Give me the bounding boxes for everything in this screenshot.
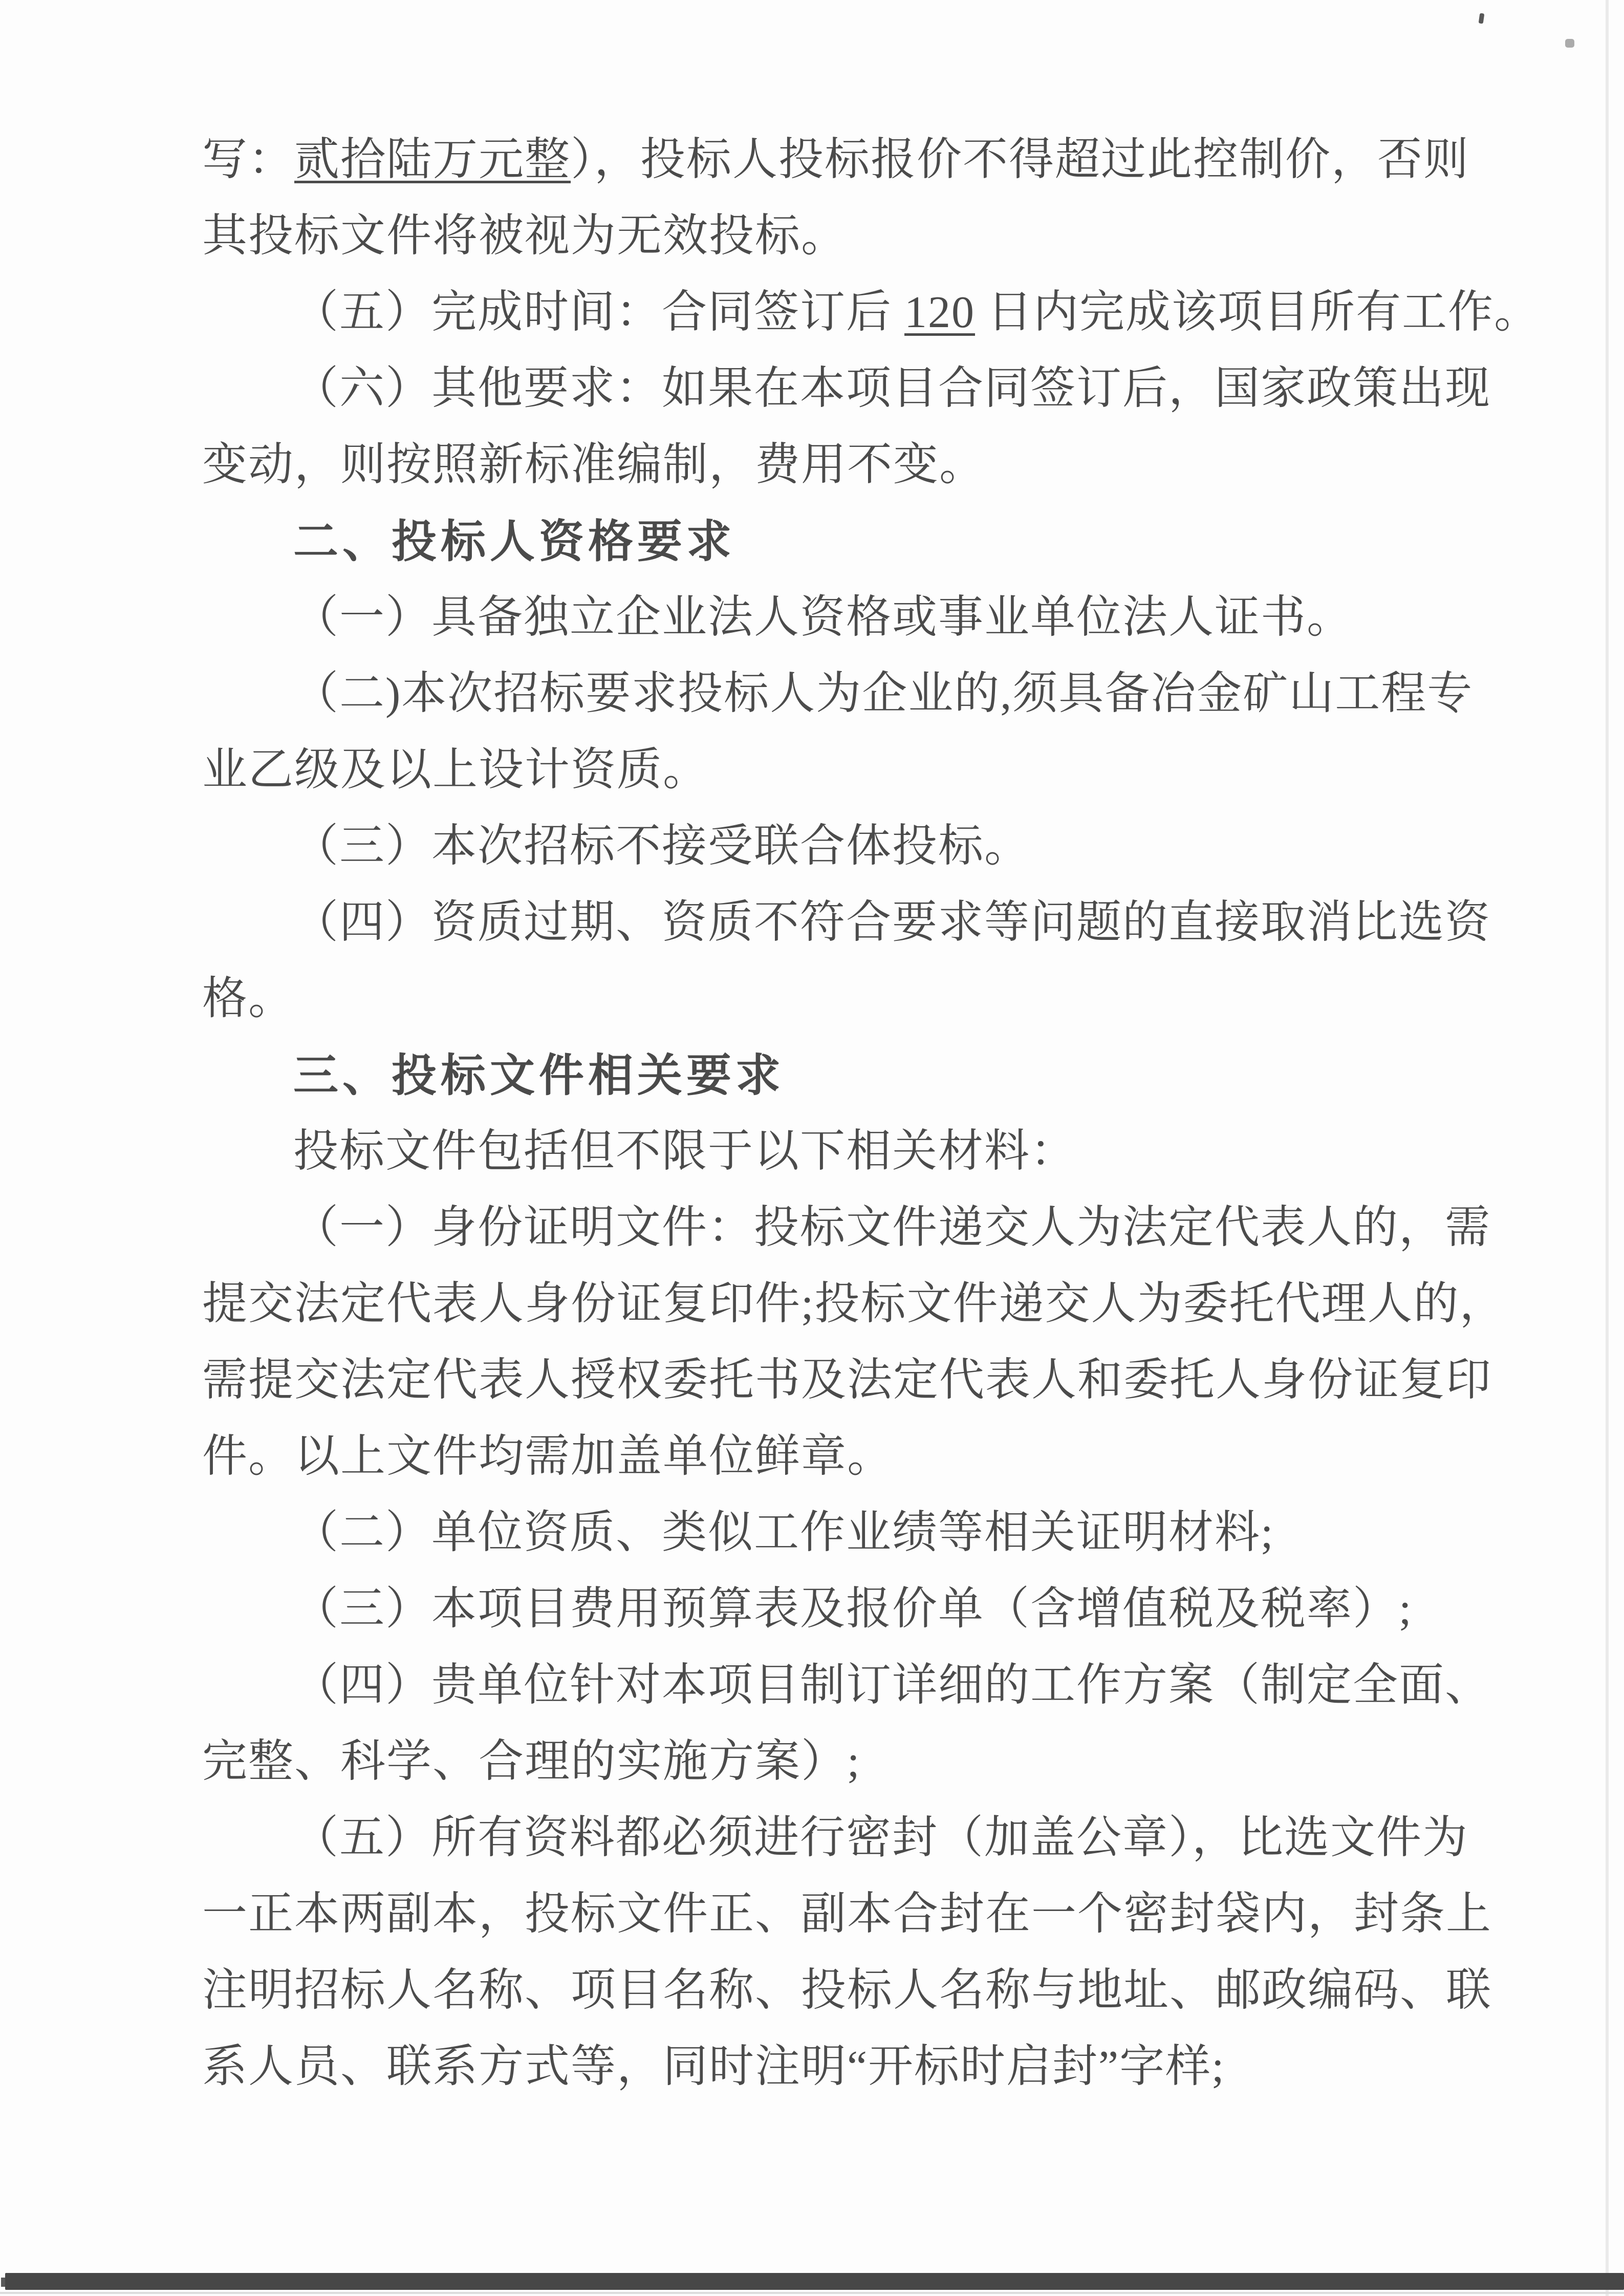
line-text: 完整、科学、合理的实施方案）; (202, 1737, 861, 1787)
line-qualification-item4-1 (202, 885, 1523, 961)
line-text: 业乙级及以上设计资质。 (202, 745, 709, 795)
line-text: （四）资质过期、资质不符合要求等问题的直接取消比选资 (293, 898, 1491, 948)
document-text-block (202, 122, 1541, 2105)
underlined-completion-days: 120 (904, 288, 976, 337)
line-text: 变动，则按照新标准编制，费用不变。 (202, 440, 986, 490)
underlined-amount-in-words: 贰拾陆万元整 (294, 135, 571, 185)
line-sealing-requirements-1 (202, 1800, 1523, 1876)
line-text: 系人员、联系方式等，同时注明“开标时启封”字样; (202, 2042, 1225, 2092)
scan-edge-line-right (1606, 0, 1609, 2296)
line-item6-other-requirements-1 (202, 351, 1523, 427)
line-text: ），投标人投标报价不得超过此控制价，否则 (571, 135, 1470, 185)
line-control-price-continuation-2 (202, 198, 1523, 274)
line-text: 投标文件包括但不限于以下相关材料： (293, 1127, 1077, 1176)
line-identity-documents-2 (202, 1266, 1523, 1342)
line-qualification-item2-1 (202, 656, 1523, 732)
line-text: （五）完成时间：合同签订后 (293, 288, 905, 337)
line-materials-item4-1 (202, 1647, 1523, 1724)
line-text: （四）贵单位针对本项目制订详细的工作方案（制定全面、 (293, 1661, 1491, 1710)
line-text: 注明招标人名称、项目名称、投标人名称与地址、邮政编码、联 (202, 1966, 1492, 2015)
heading-bidder-qualification-requirements (202, 503, 1523, 580)
line-text: （三）本项目费用预算表及报价单（含增值税及税率）; (293, 1584, 1413, 1634)
line-identity-documents-1 (202, 1190, 1523, 1266)
line-text: 一正本两副本，投标文件正、副本合封在一个密封袋内，封条上 (202, 1890, 1492, 1939)
line-identity-documents-3 (202, 1342, 1523, 1419)
line-item5-completion-time (202, 274, 1541, 351)
line-text: 其投标文件将被视为无效投标。 (202, 211, 848, 261)
line-text: 日内完成该项目所有工作。 (975, 288, 1541, 337)
line-text: （二）单位资质、类似工作业绩等相关证明材料; (293, 1508, 1274, 1558)
line-materials-item2 (202, 1495, 1523, 1571)
line-text: （三）本次招标不接受联合体投标。 (293, 822, 1031, 871)
heading-bid-document-requirements (202, 1037, 1523, 1113)
line-materials-item3 (202, 1571, 1523, 1647)
line-qualification-item2-2 (202, 732, 1523, 808)
scan-ink-speck-bottom-left (1, 2278, 5, 2287)
scan-ink-speck-top-right (1565, 39, 1574, 48)
line-qualification-item4-2 (202, 961, 1523, 1037)
line-text: 格。 (202, 974, 295, 1024)
line-materials-intro (202, 1113, 1523, 1190)
line-text: 写： (202, 135, 295, 185)
line-text: 件。以上文件均需加盖单位鲜章。 (202, 1432, 894, 1482)
line-sealing-requirements-3 (202, 1952, 1523, 2029)
scan-edge-bar-bottom (5, 2273, 1624, 2290)
scan-ink-speck-top (1479, 13, 1485, 24)
scan-edge-shadow-bottom (0, 2292, 1624, 2294)
line-text: （一）具备独立企业法人资格或事业单位法人证书。 (293, 593, 1353, 642)
heading-text: 三、投标文件相关要求 (293, 1050, 785, 1101)
line-qualification-item1 (202, 580, 1523, 656)
line-text: 提交法定代表人身份证复印件;投标文件递交人为委托代理人的， (202, 1279, 1506, 1329)
line-text: （五）所有资料都必须进行密封（加盖公章），比选文件为 (293, 1813, 1469, 1863)
line-qualification-item3 (202, 808, 1523, 885)
line-materials-item4-2 (202, 1724, 1523, 1800)
line-sealing-requirements-2 (202, 1876, 1523, 1952)
line-text: 需提交法定代表人授权委托书及法定代表人和委托人身份证复印 (202, 1356, 1492, 1405)
line-text: （二)本次招标要求投标人为企业的,须具备冶金矿山工程专 (293, 669, 1474, 719)
line-text: （一）身份证明文件：投标文件递交人为法定代表人的，需 (293, 1203, 1491, 1253)
heading-text: 二、投标人资格要求 (293, 516, 736, 567)
line-identity-documents-4 (202, 1419, 1523, 1495)
line-sealing-requirements-4 (202, 2029, 1523, 2105)
line-item6-other-requirements-2 (202, 427, 1523, 503)
line-text: （六）其他要求：如果在本项目合同签订后，国家政策出现 (293, 364, 1491, 414)
line-control-price-continuation-1 (202, 122, 1523, 198)
